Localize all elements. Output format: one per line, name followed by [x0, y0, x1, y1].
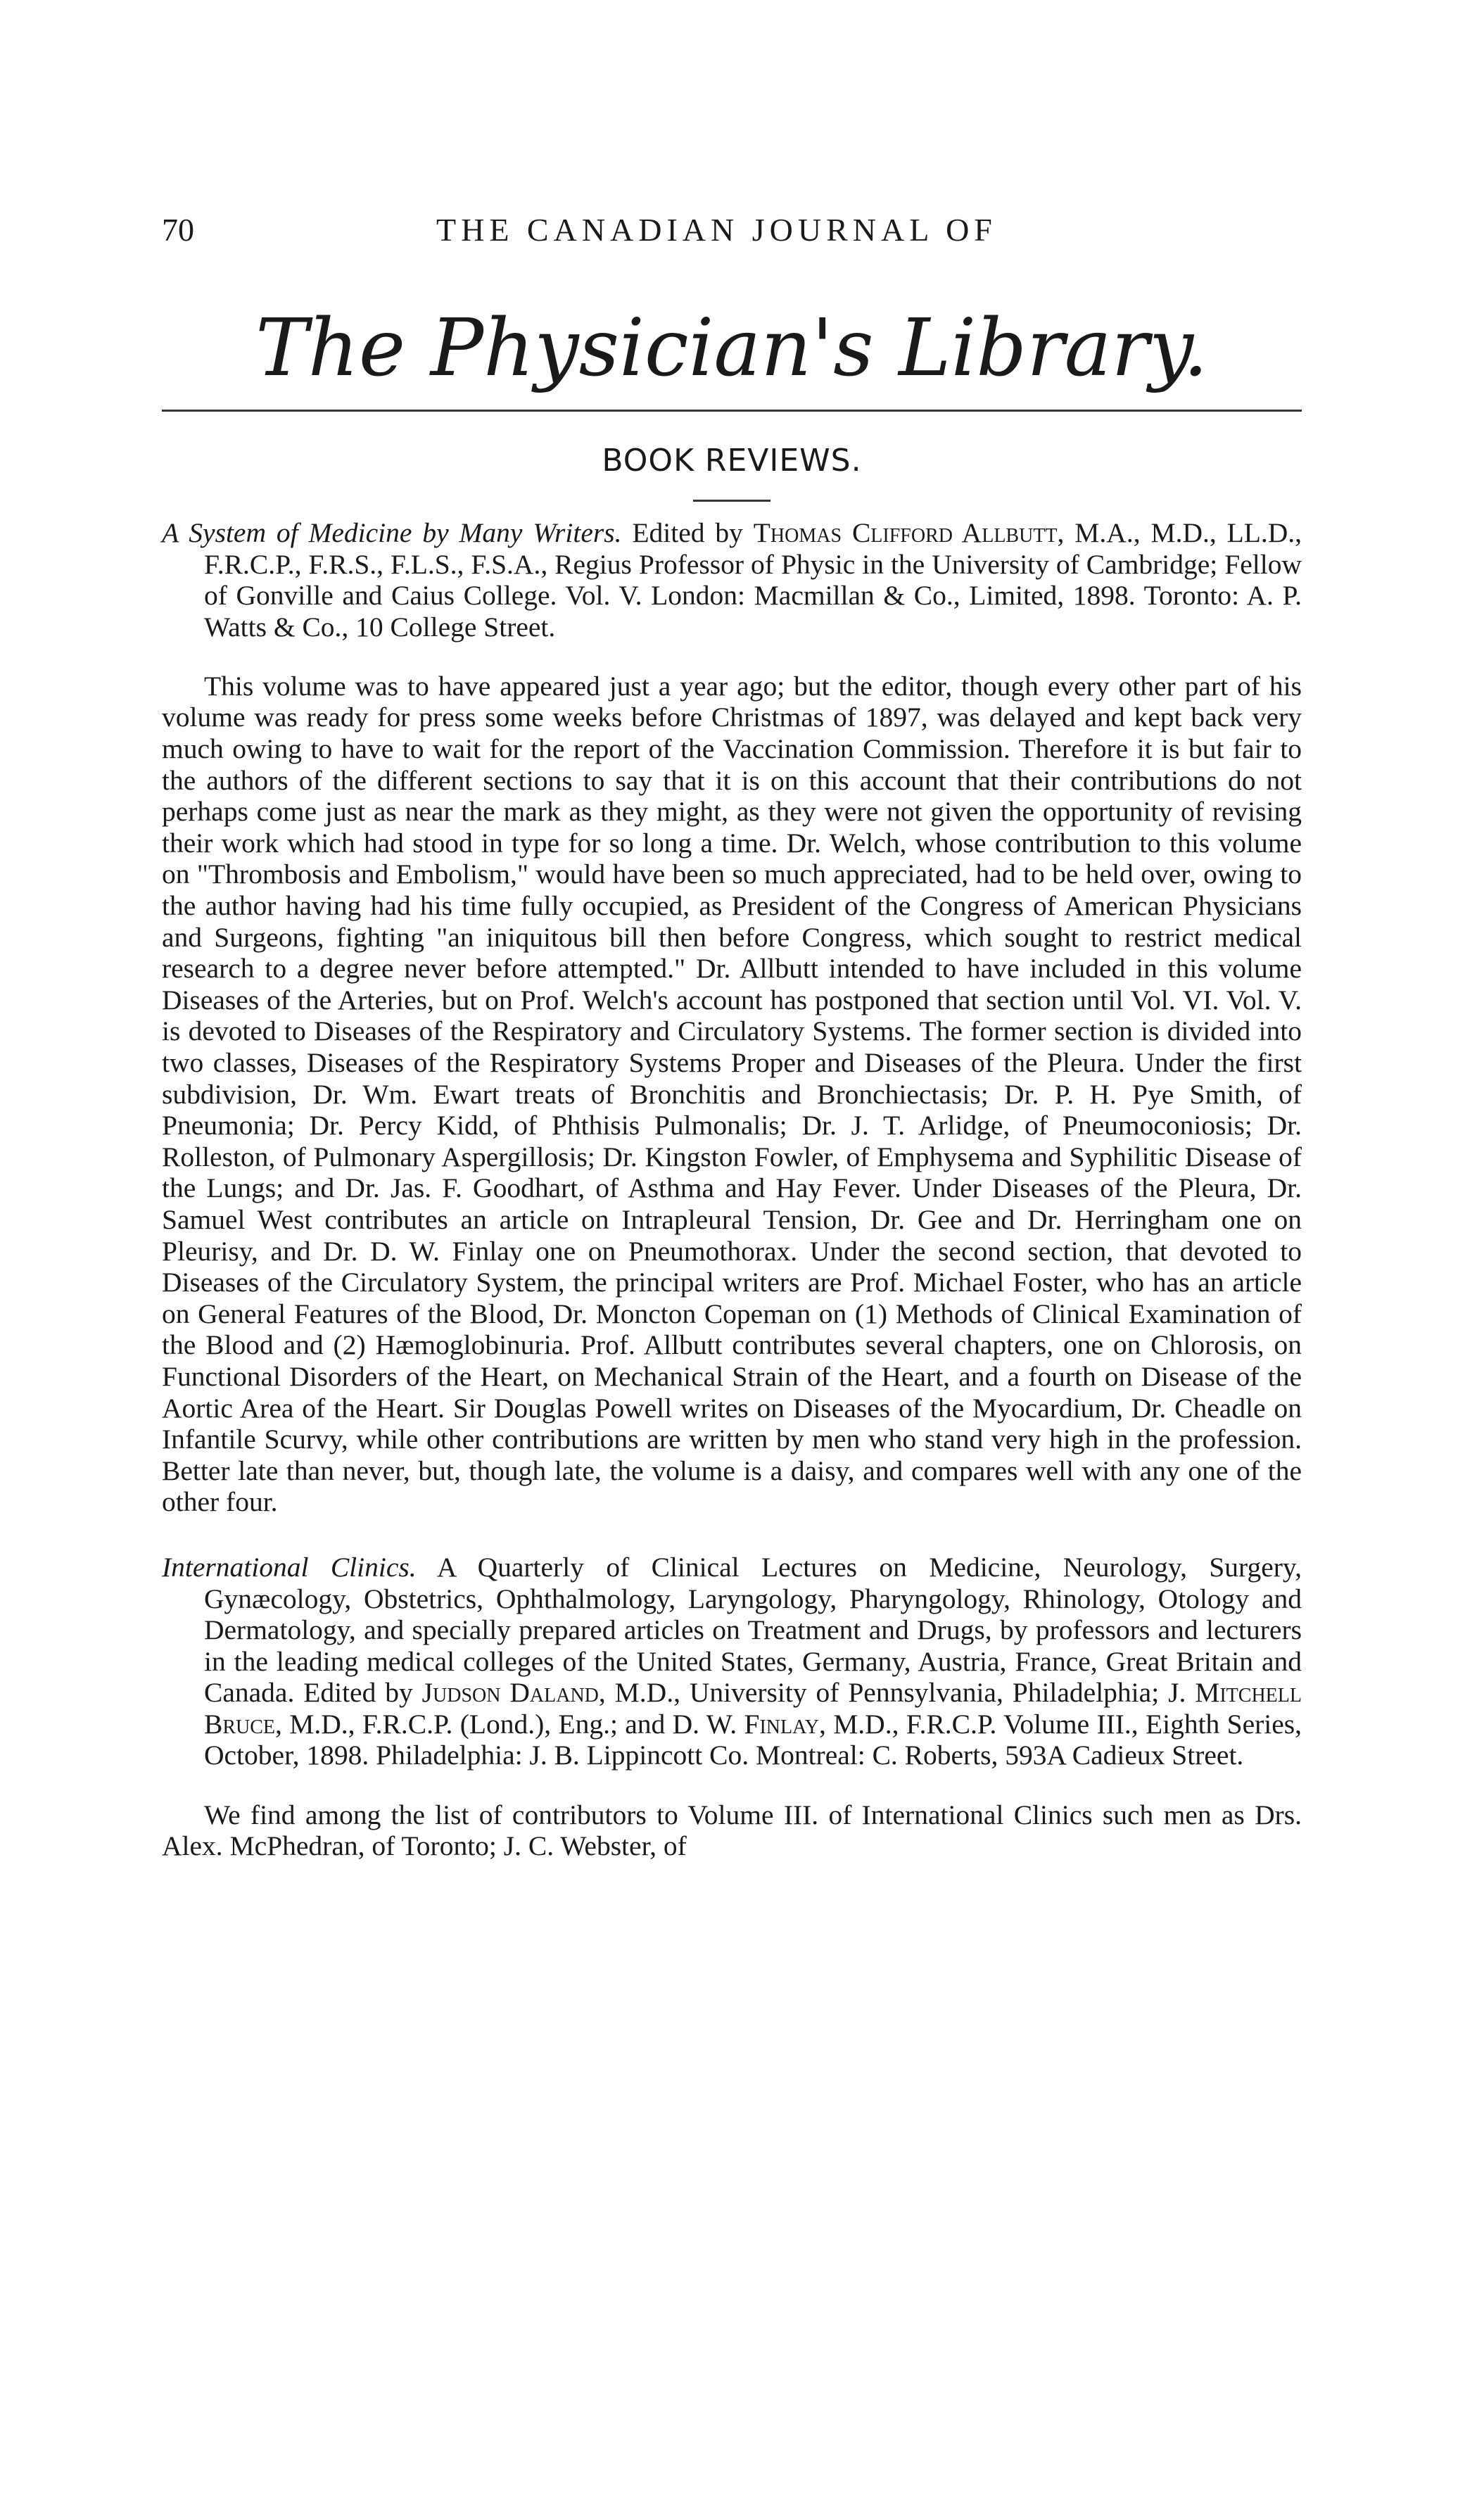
editor-name: J. Mitchell Bruce,: [204, 1677, 1302, 1740]
citation-details: M.D., F.R.C.P. (Lond.), Eng.; and: [289, 1708, 666, 1740]
review-paragraph: We find among the list of contributors to Volume III. of International Clinics such men as Drs. Alex. McPhedran, of Toronto; J. C. Webster, of: [162, 1799, 1302, 1862]
title-rule: [162, 410, 1302, 412]
page-number: 70: [162, 212, 194, 248]
journal-page: [162, 211, 1302, 1862]
review-paragraph: This volume was to have appeared just a year ago; but the editor, though every other part of his volume was ready for press some weeks before Christmas of 1897, was delayed and kept back very much owing to have to wait for the report of the Vaccination Commission. Therefore it is but fair to the authors of the different sections to say that it is on this account that their contributions do not perhaps come just as near the mark as they might, as they were not given the opportunity of revising their work which had stood in type for so long a time. Dr. Welch, whose contribution to this volume on "Thrombosis and Embolism," would have been so much appreciated, had to be held over, owing to the author having had his time fully occupied, as President of the Congress of American Physicians and Surgeons, fighting "an iniquitous bill then before Congress, which sought to restrict medical research to a degree never before attempted." Dr. Allbutt intended to have included in this volume Diseases of the Arteries, but on Prof. Welch's account has postponed that section until Vol. VI. Vol. V. is devoted to Diseases of the Respiratory and Circulatory Systems. The former section is divided into two classes, Diseases of the Respiratory Systems Proper and Diseases of the Pleura. Under the first subdivision, Dr. Wm. Ewart treats of Bronchitis and Bronchiectasis; Dr. P. H. Pye Smith, of Pneumonia; Dr. Percy Kidd, of Phthisis Pulmonalis; Dr. J. T. Arlidge, of Pneumoconiosis; Dr. Rolleston, of Pulmonary Aspergillosis; Dr. Kingston Fowler, of Emphysema and Syphilitic Disease of the Lungs; and Dr. Jas. F. Goodhart, of Asthma and Hay Fever. Under Diseases of the Pleura, Dr. Samuel West contributes an article on Intrapleural Tension, Dr. Gee and Dr. Herringham one on Pleurisy, and Dr. D. W. Finlay one on Pneumothorax. Under the second section, that devoted to Diseases of the Circulatory System, the principal writers are Prof. Michael Foster, who has an article on General Features of the Blood, Dr. Moncton Copeman on (1) Methods of Clinical Examination of the Blood and (2) Hæmoglobinuria. Prof. Allbutt contributes several chapters, one on Chlorosis, on Functional Disorders of the Heart, on Mechanical Strain of the Heart, and a fourth on Disease of the Aortic Area of the Heart. Sir Douglas Powell writes on Diseases of the Myocardium, Dr. Cheadle on Infantile Scurvy, while other contributions are written by men who stand very high in the profession. Better late than never, but, though late, the volume is a daisy, and compares well with any one of the other four.: [162, 670, 1302, 1518]
citation-details: M.D., F.R.C.P. Volume III., Eighth Series, October, 1898. Philadelphia: J. B. Lippincott Co. Montreal: C. Roberts, 593A Cadieux Street.: [204, 1708, 1302, 1771]
book-title: International Clinics.: [162, 1551, 417, 1583]
book-title: A System of Medicine by Many Writers.: [162, 517, 622, 548]
review-system-of-medicine: [162, 517, 1302, 1518]
editor-name: Thomas Clifford Allbutt,: [753, 517, 1065, 548]
editor-name: Judson Daland,: [421, 1677, 606, 1709]
editor-name: D. W. Finlay,: [672, 1708, 826, 1740]
citation-details: M.A., M.D., LL.D., F.R.C.P., F.R.S., F.L.S., F.S.A., Regius Professor of Physic in the University of Cambridge; Fellow of Gonville and Caius College. Vol. V. London: Macmillan & Co., Limited, 1898. Toronto: A. P. Watts & Co., 10 College Street.: [204, 517, 1302, 642]
review-citation: [162, 1552, 1302, 1771]
review-citation: [162, 517, 1302, 642]
citation-details: M.D., University of Pennsylvania, Philadelphia;: [614, 1677, 1160, 1709]
edited-by: Edited by: [632, 517, 743, 548]
subsection-heading: BOOK REVIEWS.: [602, 443, 862, 479]
running-head: [162, 211, 1302, 260]
citation-details: A Quarterly of Clinical Lectures on Medicine, Neurology, Surgery, Gynæcology, Obstetrics, Ophthalmology, Laryngology, Pharyngology, Rhinology, Otology and Dermatology, and specially prepared articles on Treatment and Drugs, by professors and lecturers in the leading medical colleges of the United States, Germany, Austria, France, Great Britain and Canada. Edited by: [204, 1551, 1302, 1709]
heading-rule: [693, 500, 770, 502]
review-international-clinics: [162, 1552, 1302, 1862]
journal-title: THE CANADIAN JOURNAL OF: [436, 212, 997, 248]
section-title: The Physician's Library.: [255, 303, 1208, 394]
